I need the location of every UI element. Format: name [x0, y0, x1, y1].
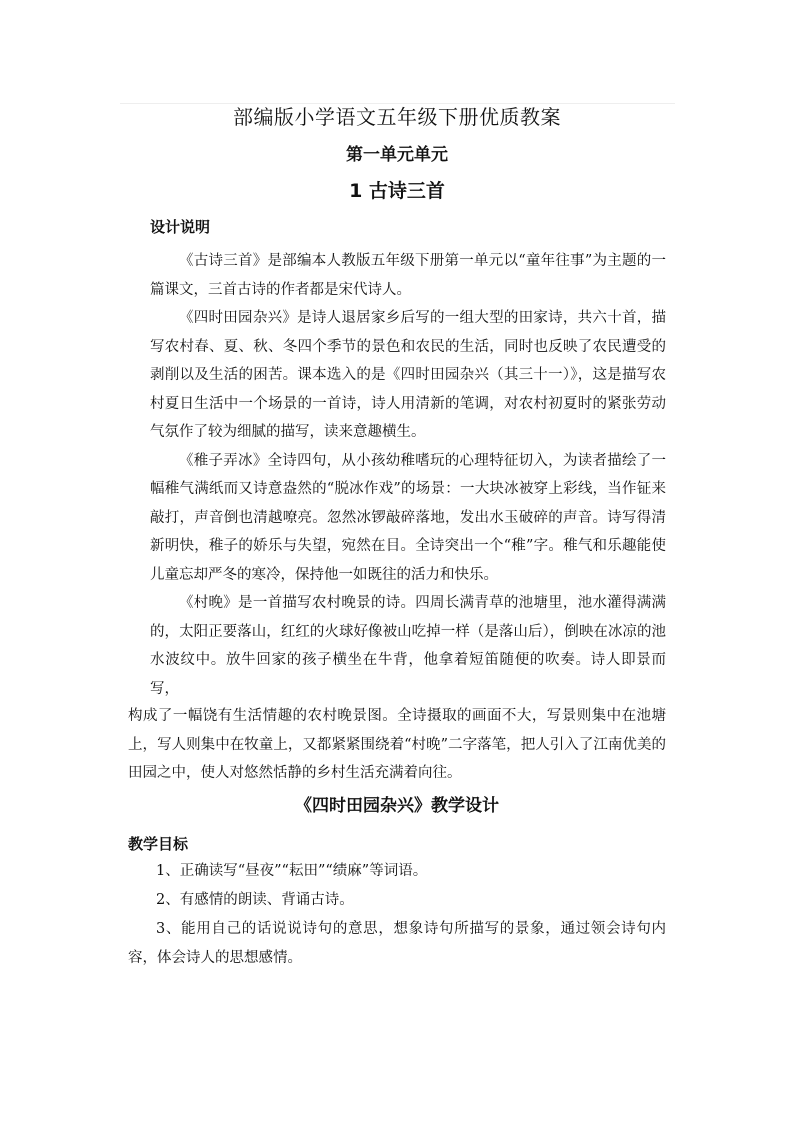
lesson-title: 1 古诗三首 [349, 180, 445, 202]
teaching-goals-heading: 教学目标 [128, 835, 189, 853]
unit-title: 第一单元单元 [346, 145, 448, 165]
teaching-goals-list [128, 857, 666, 973]
design-notes-body [150, 247, 666, 703]
design-paragraph-zhizi: 《稚子弄冰》全诗四句，从小孩幼稚嗜玩的心理特征切入，为读者描绘了一幅稚气满纸而又诗意盎然的“脱冰作戏”的场景：一大块冰被穿上彩线，当作钲来敲打，声音倒也清越嘹亮。忽然冰锣敲碎落地，发出水玉破碎的声音。诗写得清新明快，稚子的娇乐与失望，宛然在目。全诗突出一个“稚”字。稚气和乐趣能使儿童忘却严冬的寒冷，保持他一如既往的活力和快乐。 [150, 452, 666, 583]
goal-item: 1、正确读写“昼夜”“耘田”“绩麻”等词语。 [156, 863, 428, 879]
section-title: 《四时田园杂兴》教学设计 [295, 796, 499, 816]
design-notes-heading: 设计说明 [150, 218, 211, 236]
design-paragraph-sishi: 《四时田园杂兴》是诗人退居家乡后写的一组大型的田家诗，共六十首，描写农村春、夏、秋、冬四个季节的景色和农民的生活，同时也反映了农民遭受的剥削以及生活的困苦。课本选入的是《四时田园杂兴（其三十一）》，这是描写农村夏日生活中一个场景的一首诗，诗人用清新的笔调，对农村初夏时的紧张劳动气氛作了较为细腻的描写，读来意趣横生。 [150, 310, 666, 440]
goal-item: 3、能用自己的话说说诗句的意思，想象诗句所描写的景象，通过领会诗句内容，体会诗人的思想感情。 [128, 921, 666, 966]
design-paragraph-continuation: 构成了一幅饶有生活情趣的农村晚景图。全诗摄取的画面不大，写景则集中在池塘上，写人则集中在牧童上，又都紧紧围绕着“村晚”二字落笔，把人引入了江南优美的田园之中，使人对悠然恬静的乡村生活充满着向往。 [128, 708, 666, 781]
design-paragraph-cunwan: 《村晚》是一首描写农村晚景的诗。四周长满青草的池塘里，池水灌得满满的，太阳正要落山，红红的火球好像被山吃掉一样（是落山后），倒映在冰凉的池水波纹中。放牛回家的孩子横坐在牛背，他拿着短笛随便的吹奏。诗人即景而写， [150, 595, 666, 697]
document-title: 部编版小学语文五年级下册优质教案 [233, 105, 561, 129]
goal-item: 2、有感情的朗读、背诵古诗。 [156, 892, 354, 908]
design-paragraph-intro: 《古诗三首》是部编本人教版五年级下册第一单元以“童年往事”为主题的一篇课文，三首古诗的作者都是宋代诗人。 [150, 253, 666, 298]
design-notes-continuation [128, 702, 666, 788]
